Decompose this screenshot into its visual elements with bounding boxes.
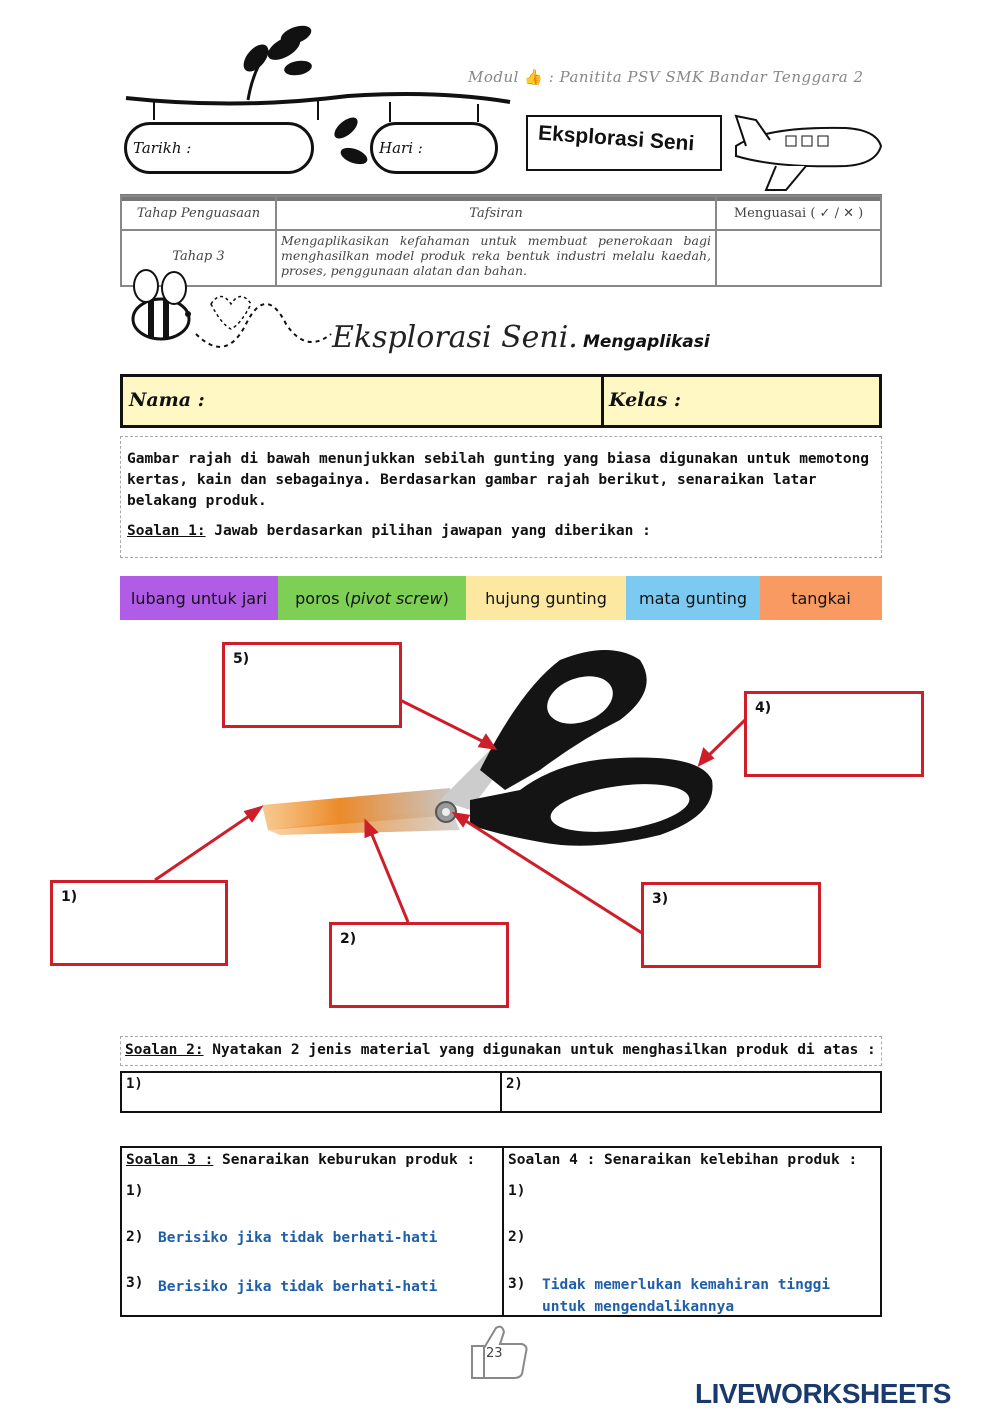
q4-num-3: 3) — [508, 1276, 526, 1292]
q2-answer-table — [120, 1071, 882, 1113]
q2-answer-1[interactable]: 1) — [126, 1076, 143, 1092]
instruction-text: Gambar rajah di bawah menunjukkan sebilah gunting yang biasa digunakan untuk memotong kertas, kain dan sebagainya. Berdasarkan gambar rajah berikut, senaraikan latar belakang produk. — [127, 451, 870, 509]
menguasai-cell[interactable] — [716, 230, 881, 286]
col-tahap: Tahap Penguasaan — [121, 196, 276, 230]
word-tangkai[interactable] — [760, 576, 882, 620]
divider — [500, 1073, 502, 1111]
question-1 — [127, 521, 875, 542]
module-suffix: : Panitita PSV SMK Bandar Tenggara 2 — [548, 68, 864, 86]
title-sub: Mengaplikasi — [582, 332, 710, 352]
q3-text: Senaraikan keburukan produk : — [213, 1152, 476, 1168]
eksplorasi-banner — [526, 115, 722, 171]
question-2 — [120, 1036, 882, 1066]
q3-num-3: 3) — [126, 1275, 144, 1291]
q1-text: Jawab berdasarkan pilihan jawapan yang diberikan : — [205, 523, 651, 539]
tarikh-field[interactable] — [124, 122, 314, 174]
col-tafsiran: Tafsiran — [276, 196, 716, 230]
row-description: Mengaplikasikan kefahaman untuk membuat penerokaan bagi menghasilkan model produk reka bentuk industri melalu kaedah, proses, penggunaan alatan dan bahan. — [276, 230, 716, 286]
answer-box-2[interactable] — [329, 922, 509, 1008]
q1-label: Soalan 1: — [127, 523, 206, 539]
bee-decoration — [116, 264, 336, 364]
answer-box-1-number: 1) — [61, 889, 78, 905]
title-main: Eksplorasi Seni. — [332, 320, 578, 355]
row-level: Tahap 3 — [121, 230, 276, 286]
q2-answer-2[interactable]: 2) — [506, 1076, 523, 1092]
word-lubang-text: lubang untuk jari — [130, 588, 268, 608]
tarikh-label: Tarikh : — [133, 139, 192, 157]
q3-num-2: 2) — [126, 1229, 144, 1245]
page-title — [332, 320, 710, 355]
word-tangkai-text: tangkai — [791, 588, 851, 608]
word-mata-text: mata gunting — [638, 588, 747, 608]
nama-label: Nama : — [129, 389, 205, 411]
word-mata[interactable] — [626, 576, 760, 620]
word-hujung[interactable] — [466, 576, 626, 620]
q2-text: Nyatakan 2 jenis material yang digunakan untuk menghasilkan produk di atas : — [203, 1042, 876, 1058]
divider — [601, 377, 604, 425]
q4-answer-2[interactable]: 2) — [508, 1229, 526, 1245]
divider — [502, 1148, 504, 1315]
q3-answer-1[interactable]: 1) — [126, 1183, 144, 1199]
answer-box-1[interactable] — [50, 880, 228, 966]
liveworksheets-logo[interactable]: LIVEWORKSHEETS — [695, 1378, 951, 1409]
answer-box-5[interactable] — [222, 642, 402, 728]
q3-label: Soalan 3 : — [126, 1152, 214, 1168]
banner-text: Eksplorasi Seni — [537, 121, 696, 156]
kelas-label: Kelas : — [609, 389, 682, 411]
answer-box-3-number: 3) — [652, 891, 669, 907]
word-poros[interactable] — [278, 576, 466, 620]
thumbs-up-icon: 👍 — [524, 68, 544, 86]
hari-label: Hari : — [379, 139, 423, 157]
answer-box-4-number: 4) — [755, 700, 772, 716]
answer-box-2-number: 2) — [340, 931, 357, 947]
q4-answer-3-line1: Tidak memerlukan kemahiran tinggi — [542, 1277, 831, 1293]
q3-q4-table — [120, 1146, 882, 1317]
instruction-box — [120, 436, 882, 558]
q4-answer-3-line2: untuk mengendalikannya — [542, 1299, 735, 1315]
answer-box-3[interactable] — [641, 882, 821, 968]
module-line — [468, 68, 864, 86]
col-menguasai: Menguasai ( ✓ / ✕ ) — [716, 196, 881, 230]
q3-answer-3: Berisiko jika tidak berhati-hati — [158, 1279, 438, 1295]
answer-box-4[interactable] — [744, 691, 924, 777]
airplane-icon — [726, 106, 886, 196]
question-4: Soalan 4 : Senaraikan kelebihan produk : — [508, 1152, 858, 1168]
hari-field[interactable] — [370, 122, 498, 174]
q4-answer-1[interactable]: 1) — [508, 1183, 526, 1199]
student-info-box — [120, 374, 882, 428]
word-poros-text: poros (pivot screw) — [295, 588, 449, 608]
page-number: 23 — [486, 1346, 503, 1361]
answer-box-5-number: 5) — [233, 651, 250, 667]
question-3 — [126, 1152, 475, 1168]
module-prefix: Modul — [468, 68, 519, 86]
q2-label: Soalan 2: — [125, 1042, 204, 1058]
word-hujung-text: hujung gunting — [485, 588, 607, 608]
q3-answer-2: Berisiko jika tidak berhati-hati — [158, 1230, 438, 1246]
word-lubang[interactable] — [120, 576, 278, 620]
